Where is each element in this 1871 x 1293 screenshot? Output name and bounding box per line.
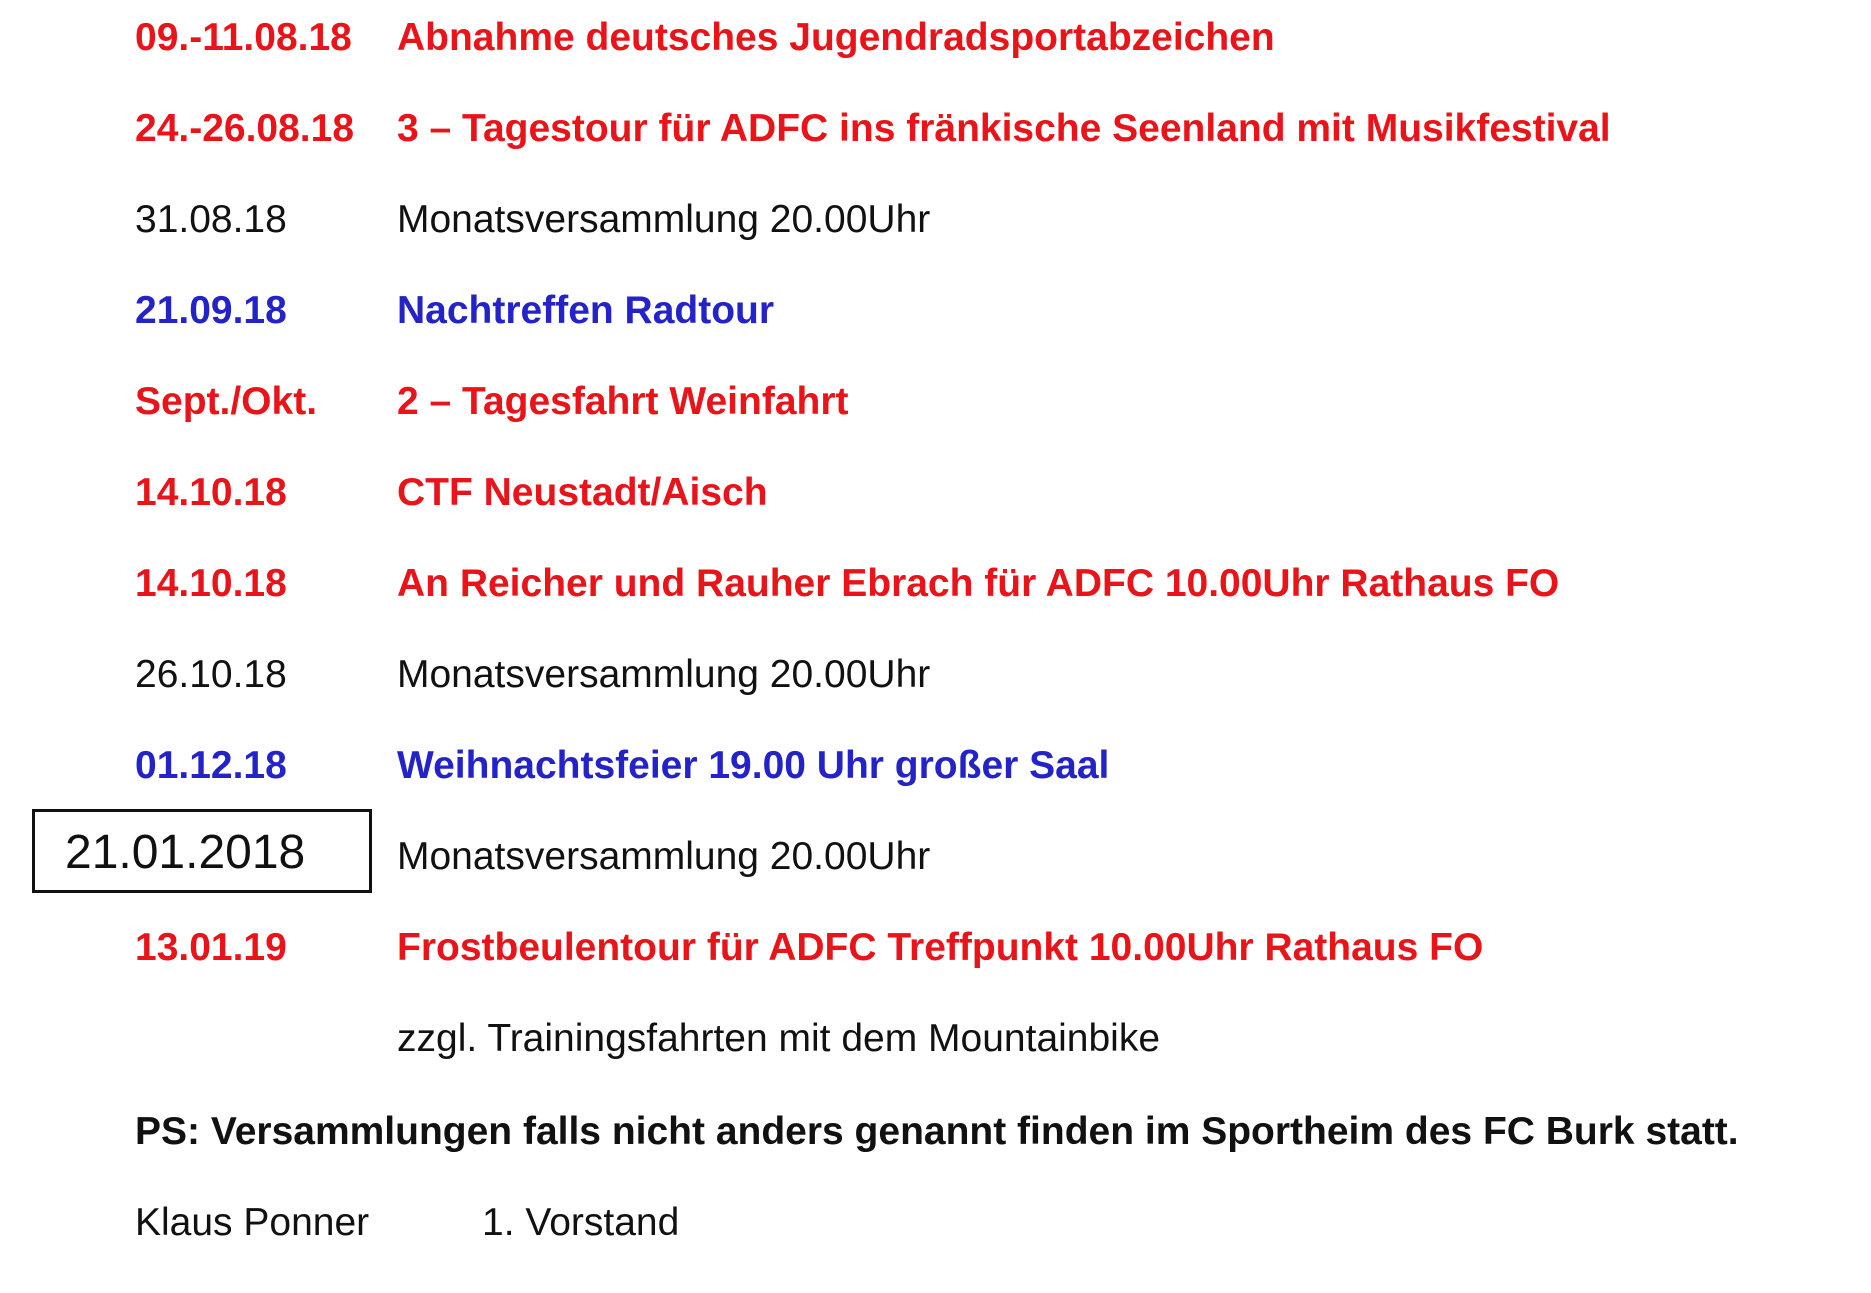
event-text: 3 – Tagestour für ADFC ins fränkische Seenland mit Musikfestival [397,107,1611,150]
event-row [0,463,1871,523]
event-date: 14.10.18 [135,562,287,605]
event-date: 09.-11.08.18 [135,16,352,59]
event-date: 26.10.18 [135,653,287,696]
event-row [0,736,1871,796]
event-row [0,1009,1871,1069]
event-text: Nachtreffen Radtour [397,289,775,332]
signature-role: 1. Vorstand [482,1201,680,1244]
event-row [0,99,1871,159]
event-text: Weihnachtsfeier 19.00 Uhr großer Saal [397,744,1110,787]
event-row [0,8,1871,68]
event-row [0,281,1871,341]
event-row [0,372,1871,432]
event-text: An Reicher und Rauher Ebrach für ADFC 10.00Uhr Rathaus FO [397,562,1560,605]
event-date: Sept./Okt. [135,380,318,423]
event-row [0,554,1871,614]
event-date: 31.08.18 [135,198,287,241]
event-text: Monatsversammlung 20.00Uhr [397,198,931,241]
event-date: 21.09.18 [135,289,287,332]
ps-note: PS: Versammlungen falls nicht anders genannt finden im Sportheim des FC Burk statt. [135,1110,1739,1153]
event-text: 2 – Tagesfahrt Weinfahrt [397,380,849,423]
event-row [0,918,1871,978]
event-row [0,190,1871,250]
event-date: 24.-26.08.18 [135,107,355,150]
event-date: 13.01.19 [135,926,287,969]
event-text: CTF Neustadt/Aisch [397,471,768,514]
event-date: 01.12.18 [135,744,287,787]
event-text: zzgl. Trainingsfahrten mit dem Mountainbike [397,1017,1161,1060]
event-row [0,827,1871,887]
event-text: Monatsversammlung 20.00Uhr [397,653,931,696]
event-date: 14.10.18 [135,471,287,514]
boxed-date-frame: 21.01.2018 [32,809,372,893]
event-text: Abnahme deutsches Jugendradsportabzeichen [397,16,1275,59]
event-row [0,645,1871,705]
event-text: Frostbeulentour für ADFC Treffpunkt 10.00Uhr Rathaus FO [397,926,1484,969]
signature-name: Klaus Ponner [135,1201,370,1244]
event-text: Monatsversammlung 20.00Uhr [397,835,931,878]
